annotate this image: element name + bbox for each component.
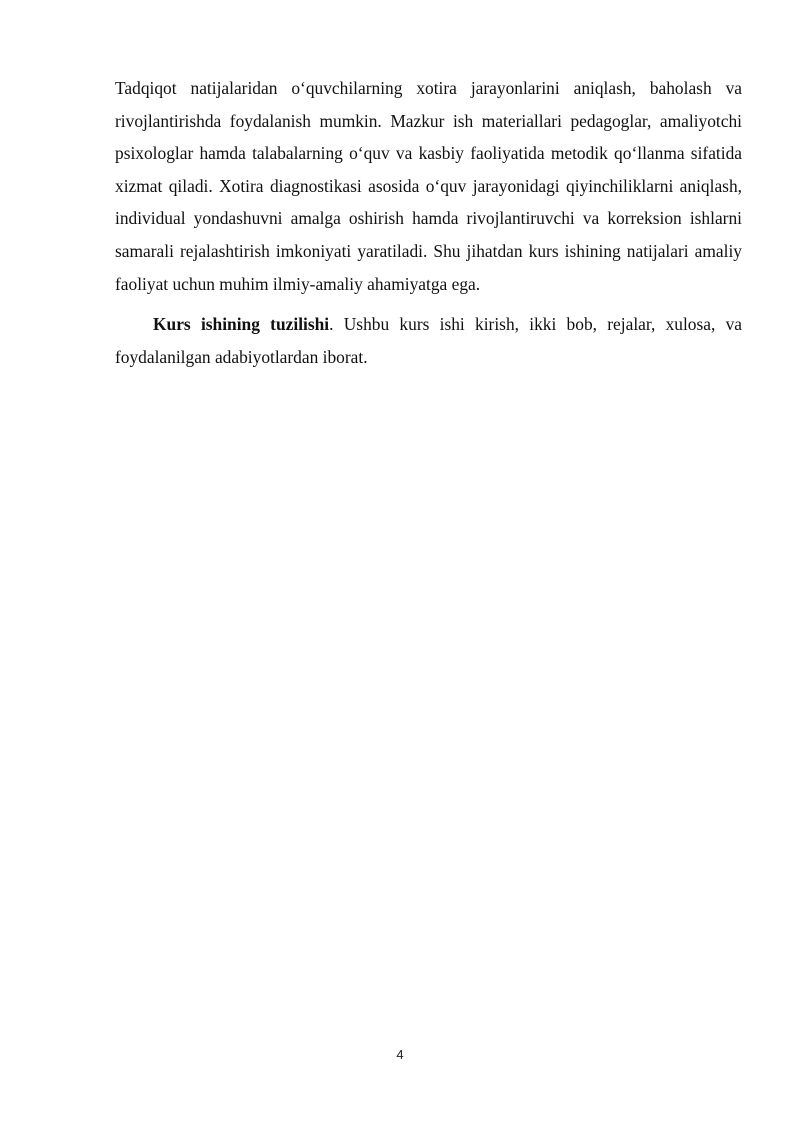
structure-description: . Ushbu kurs ishi kirish, ikki bob, rejalar, xulosa, va foydalanilgan adabiyotlardan iborat. bbox=[115, 314, 742, 367]
paragraph-course-structure bbox=[115, 308, 742, 373]
page-number: 4 bbox=[396, 1047, 404, 1062]
body-text bbox=[115, 72, 742, 373]
structure-heading: Kurs ishining tuzilishi bbox=[153, 314, 330, 335]
paragraph-research-results: Tadqiqot natijalaridan o‘quvchilarning xotira jarayonlarini aniqlash, baholash va rivojlantirishda foydalanish mumkin. Mazkur ish materiallari pedagoglar, amaliyotchi psixologlar hamda talabalarning o‘quv va kasbiy faoliyatida metodik qo‘llanma sifatida xizmat qiladi. Xotira diagnostikasi asosida o‘quv jarayonidagi qiyinchiliklarni aniqlash, individual yondashuvni amalga oshirish hamda rivojlantiruvchi va korreksion ishlarni samarali rejalashtirish imkoniyati yaratiladi. Shu jihatdan kurs ishining natijalari amaliy faoliyat uchun muhim ilmiy-amaliy ahamiyatga ega. bbox=[115, 78, 742, 294]
